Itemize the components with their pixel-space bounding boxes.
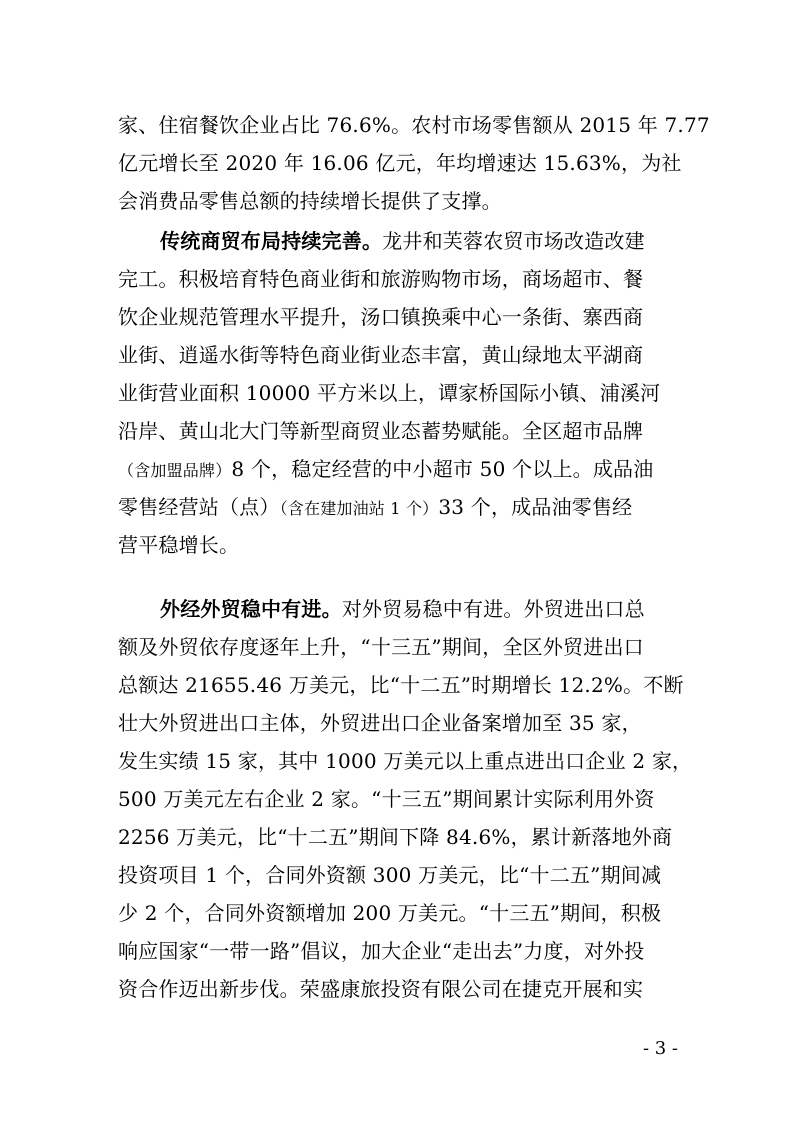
parenthetical-note: （含在建加油站 1 个）: [279, 499, 439, 518]
text-line: 饮企业规范管理水平提升，汤口镇换乘中心一条街、寨西商: [118, 305, 644, 329]
paragraph-heading: 传统商贸布局持续完善。: [160, 229, 383, 253]
text-line: 发生实绩 15 家，其中 1000 万美元以上重点进出口企业 2 家，: [118, 749, 693, 773]
text-line: 家、住宿餐饮企业占比 76.6%。农村市场零售额从 2015 年 7.77: [118, 113, 710, 137]
text-line: 会消费品零售总额的持续增长提供了支撑。: [118, 189, 502, 213]
text-line: 响应国家“一带一路”倡议，加大企业“走出去”力度，对外投: [118, 939, 645, 963]
text-segment: 8 个，稳定经营的中小超市 50 个以上。成品油: [231, 457, 654, 481]
text-line: 完工。积极培育特色商业街和旅游购物市场，商场超市、餐: [118, 267, 644, 291]
paragraph-text: 对外贸易稳中有进。外贸进出口总: [341, 597, 645, 621]
text-line: [118, 494, 678, 522]
text-line: 投资项目 1 个，合同外资额 300 万美元，比“十二五”期间减: [118, 863, 662, 887]
text-line: 2256 万美元，比“十二五”期间下降 84.6%，累计新落地外商: [118, 825, 673, 849]
parenthetical-note: （含加盟品牌）: [118, 461, 232, 480]
paragraph-first-line: [160, 228, 678, 254]
paragraph-text: 龙井和芙蓉农贸市场改造改建: [382, 229, 645, 253]
text-line: 总额达 21655.46 万美元，比“十二五”时期增长 12.2%。不断: [118, 673, 684, 697]
text-line: 亿元增长至 2020 年 16.06 亿元，年均增速达 15.63%，为社: [118, 151, 682, 175]
paragraph-heading: 外经外贸稳中有进。: [160, 597, 342, 621]
text-line: 业街营业面积 10000 平方米以上，谭家桥国际小镇、浦溪河: [118, 381, 661, 405]
text-segment: 零售经营站（点）: [118, 495, 280, 519]
text-line: [118, 456, 678, 484]
text-line: 沿岸、黄山北大门等新型商贸业态蓄势赋能。全区超市品牌: [118, 419, 644, 443]
text-line: 少 2 个，合同外资额增加 200 万美元。“十三五”期间，积极: [118, 901, 662, 925]
text-line: 营平稳增长。: [118, 533, 240, 557]
text-line: 额及外贸依存度逐年上升，“十三五”期间，全区外贸进出口: [118, 635, 644, 659]
page-number: - 3 -: [642, 1038, 678, 1059]
paragraph-first-line: [160, 596, 678, 622]
text-line: 500 万美元左右企业 2 家。“十三五”期间累计实际利用外资: [118, 787, 655, 811]
text-line: 资合作迈出新步伐。荣盛康旅投资有限公司在捷克开展和实: [118, 977, 644, 1001]
text-segment: 33 个，成品油零售经: [438, 495, 633, 519]
text-line: 业街、逍遥水街等特色商业街业态丰富，黄山绿地太平湖商: [118, 343, 644, 367]
text-line: 壮大外贸进出口主体，外贸进出口企业备案增加至 35 家，: [118, 711, 642, 735]
